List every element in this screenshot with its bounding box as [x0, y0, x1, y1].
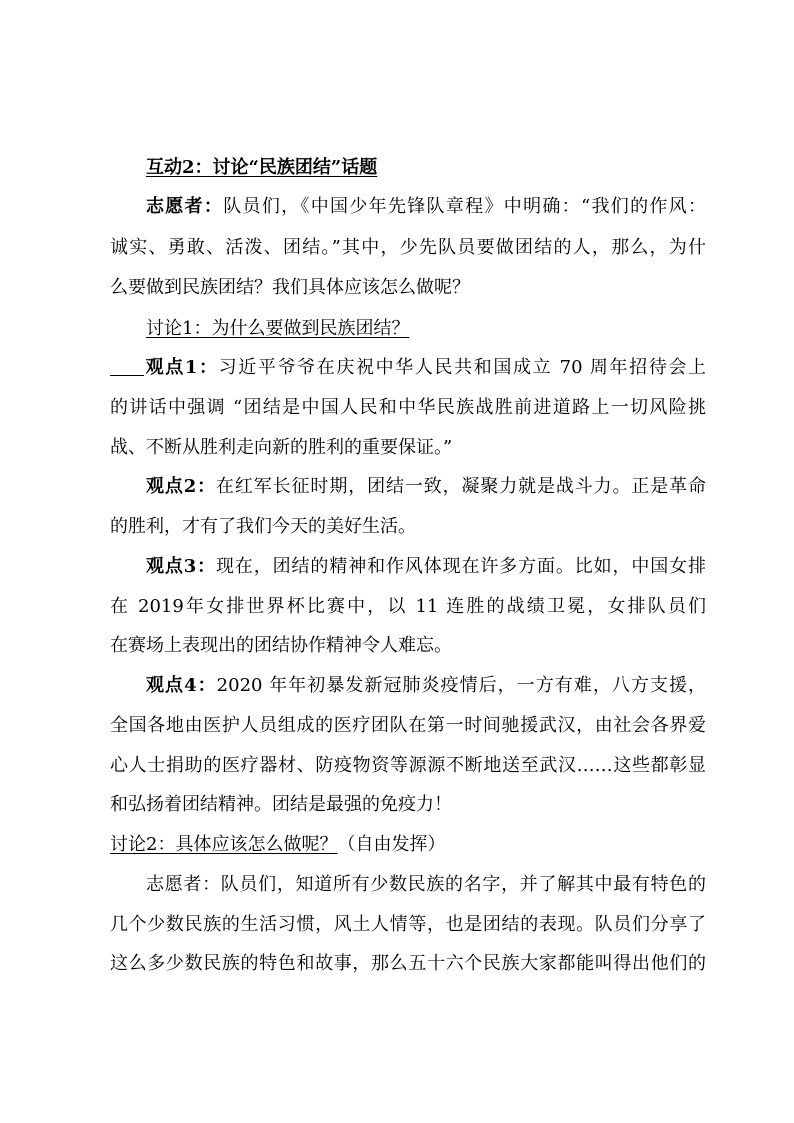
- view-3-text-1: 现在，团结的精神和作风体现在许多方面。比如，中国女排: [216, 556, 706, 577]
- view-4-text-4: 和弘扬着团结精神。团结是最强的免疫力！: [110, 794, 452, 815]
- discussion-1-title: 讨论1：为什么要做到民族团结？: [146, 318, 410, 339]
- intro-text-3: 么要做到民族团结？我们具体应该怎么做呢？: [110, 277, 470, 298]
- view-1-line-1: [110, 356, 706, 380]
- discussion-1-heading: [146, 317, 742, 341]
- intro-text-1: 队员们，《中国少年先锋队章程》中明确：“我们的作风：: [223, 196, 707, 217]
- closing-text-2: 几个少数民族的生活习惯，风土人情等，也是团结的表现。队员们分享了: [110, 914, 706, 935]
- discussion-2-heading: [110, 833, 706, 857]
- view-1-line-2: [110, 396, 706, 420]
- view-4-text-1: 2020 年年初暴发新冠肺炎疫情后，一方有难，八方支援，: [216, 675, 706, 696]
- view-3-label: 观点3：: [146, 556, 217, 577]
- section-title: [146, 156, 742, 180]
- closing-line-1: [146, 873, 706, 897]
- closing-line-3: [110, 952, 706, 976]
- view-3-line-3: [110, 634, 706, 658]
- view-1-text-1: 习近平爷爷在庆祝中华人民共和国成立 70 周年招待会上: [218, 357, 706, 378]
- view-4-text-2: 全国各地由医护人员组成的医疗团队在第一时间驰援武汉，由社会各界爱: [110, 715, 706, 736]
- view-2-label: 观点2：: [146, 476, 217, 497]
- closing-text-1: 志愿者：队员们，知道所有少数民族的名字，并了解其中最有特色的: [146, 874, 706, 895]
- intro-line-1: [146, 195, 706, 219]
- view-2-line-1: [146, 475, 706, 499]
- intro-speaker: 志愿者：: [146, 196, 224, 217]
- view-4-line-3: [110, 754, 706, 778]
- view-1-line-3: [110, 436, 706, 460]
- view-2-line-2: [110, 515, 706, 539]
- view-1-text-3: 战、不断从胜利走向新的胜利的重要保证。”: [110, 437, 453, 458]
- view-3-line-1: [146, 555, 706, 579]
- view-4-label: 观点4：: [146, 675, 217, 696]
- discussion-2-title: 讨论2：具体应该怎么做呢？: [110, 834, 338, 855]
- view-1-label: 观点1：: [144, 357, 219, 378]
- view-3-text-3: 在赛场上表现出的团结协作精神令人难忘。: [110, 635, 452, 656]
- discussion-2-note: （自由发挥）: [337, 834, 446, 855]
- view-2-text-1: 在红军长征时期，团结一致，凝聚力就是战斗力。正是革命: [216, 476, 706, 497]
- view-4-line-1: [146, 674, 706, 698]
- view-4-line-2: [110, 714, 706, 738]
- section-title-text: 互动2：讨论“民族团结”话题: [146, 157, 378, 178]
- view-3-text-2: 在 2019年女排世界杯比赛中，以 11 连胜的战绩卫冕，女排队员们: [110, 596, 706, 617]
- closing-text-3: 这么多少数民族的特色和故事，那么五十六个民族大家都能叫得出他们的: [110, 953, 706, 974]
- intro-line-3: [110, 276, 706, 300]
- fill-in-blank: [110, 357, 144, 376]
- view-1-text-2: 的讲话中强调 “团结是中国人民和中华民族战胜前进道路上一切风险挑: [110, 397, 706, 418]
- view-4-text-3: 心人士捐助的医疗器材、防疫物资等源源不断地送至武汉……这些都彰显: [110, 755, 706, 776]
- view-4-line-4: [110, 793, 706, 817]
- view-3-line-2: [110, 595, 706, 619]
- intro-line-2: [110, 236, 706, 260]
- closing-line-2: [110, 913, 706, 937]
- view-2-text-2: 的胜利，才有了我们今天的美好生活。: [110, 516, 416, 537]
- intro-text-2: 诚实、勇敢、活泼、团结。”其中，少先队员要做团结的人，那么，为什: [110, 237, 706, 258]
